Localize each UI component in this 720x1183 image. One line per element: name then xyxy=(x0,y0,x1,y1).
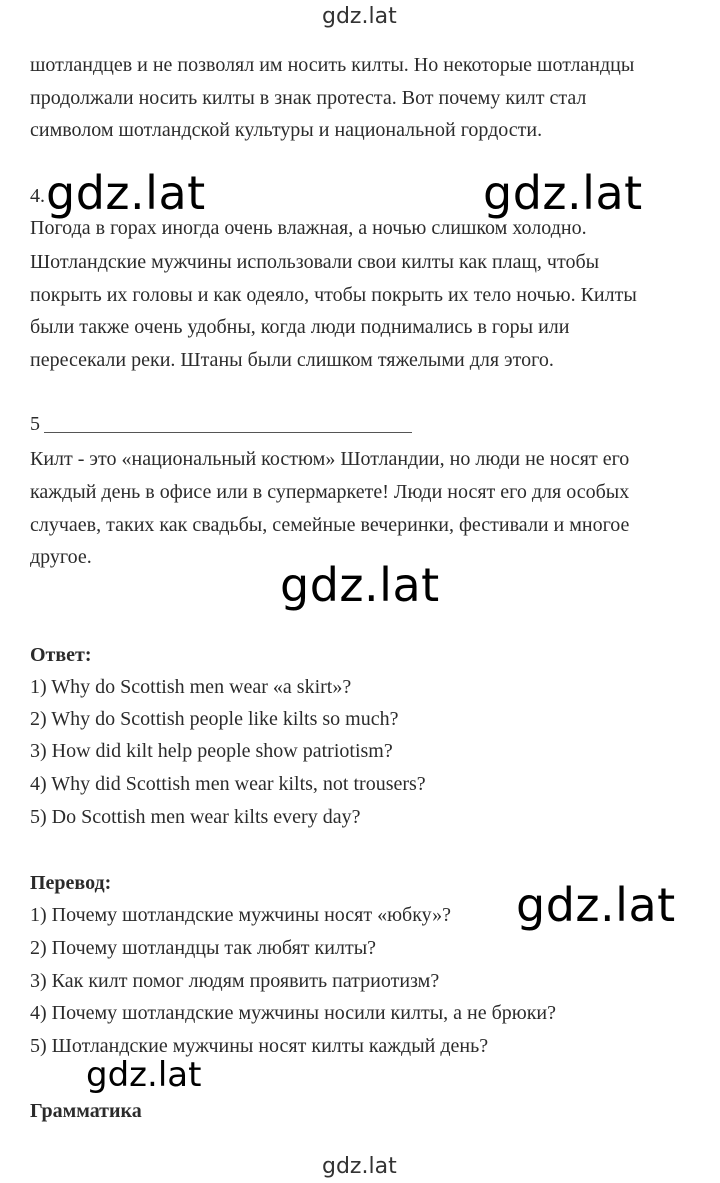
watermark-right: gdz.lat xyxy=(516,878,676,932)
section-4-line-1: Погода в горах иногда очень влажная, а ночью слишком холодно. xyxy=(30,217,587,239)
translation-item-4: 4) Почему шотландские мужчины носили килты, а не брюки? xyxy=(30,1002,556,1024)
section-5-line-4: другое. xyxy=(30,546,92,568)
section-4-line-2: Шотландские мужчины использовали свои килты как плащ, чтобы xyxy=(30,251,600,273)
intro-line-2: продолжали носить килты в знак протеста. Вот почему килт стал xyxy=(30,87,587,109)
section-5-line-1: Килт - это «национальный костюм» Шотландии, но люди не носят его xyxy=(30,448,630,470)
section-4-line-4: были также очень удобны, когда люди поднимались в горы или xyxy=(30,316,570,338)
watermark-mid-right: gdz.lat xyxy=(483,166,643,220)
grammar-heading: Грамматика xyxy=(30,1100,142,1122)
answer-item-3: 3) How did kilt help people show patriotism? xyxy=(30,740,393,762)
translation-item-2: 2) Почему шотландцы так любят килты? xyxy=(30,937,377,959)
watermark-top: gdz.lat xyxy=(322,4,397,29)
section-4-line-5: пересекали реки. Штаны были слишком тяжелыми для этого. xyxy=(30,349,554,371)
section-5-line-2: каждый день в офисе или в супермаркете! Люди носят его для особых xyxy=(30,481,630,503)
section-5-blank-line xyxy=(44,432,412,433)
answer-heading: Ответ: xyxy=(30,644,92,666)
answer-item-5: 5) Do Scottish men wear kilts every day? xyxy=(30,806,361,828)
answer-item-4: 4) Why did Scottish men wear kilts, not trousers? xyxy=(30,773,426,795)
translation-item-5: 5) Шотландские мужчины носят килты каждый день? xyxy=(30,1035,489,1057)
section-4-line-3: покрыть их головы и как одеяло, чтобы покрыть их тело ночью. Килты xyxy=(30,284,637,306)
translation-heading: Перевод: xyxy=(30,872,112,894)
watermark-lower-left: gdz.lat xyxy=(86,1055,202,1095)
section-5-number: 5 xyxy=(30,413,40,435)
intro-line-1: шотландцев и не позволял им носить килты. Но некоторые шотландцы xyxy=(30,54,635,76)
section-5-line-3: случаев, таких как свадьбы, семейные вечеринки, фестивали и многое xyxy=(30,514,630,536)
watermark-mid-left: gdz.lat xyxy=(46,166,206,220)
translation-item-3: 3) Как килт помог людям проявить патриотизм? xyxy=(30,970,440,992)
translation-item-1: 1) Почему шотландские мужчины носят «юбку»? xyxy=(30,904,452,926)
answer-item-1: 1) Why do Scottish men wear «a skirt»? xyxy=(30,676,352,698)
intro-line-3: символом шотландской культуры и национальной гордости. xyxy=(30,119,543,141)
watermark-bottom: gdz.lat xyxy=(322,1154,397,1179)
answer-item-2: 2) Why do Scottish people like kilts so much? xyxy=(30,708,399,730)
watermark-center: gdz.lat xyxy=(280,558,440,612)
section-4-number: 4. xyxy=(30,185,45,207)
